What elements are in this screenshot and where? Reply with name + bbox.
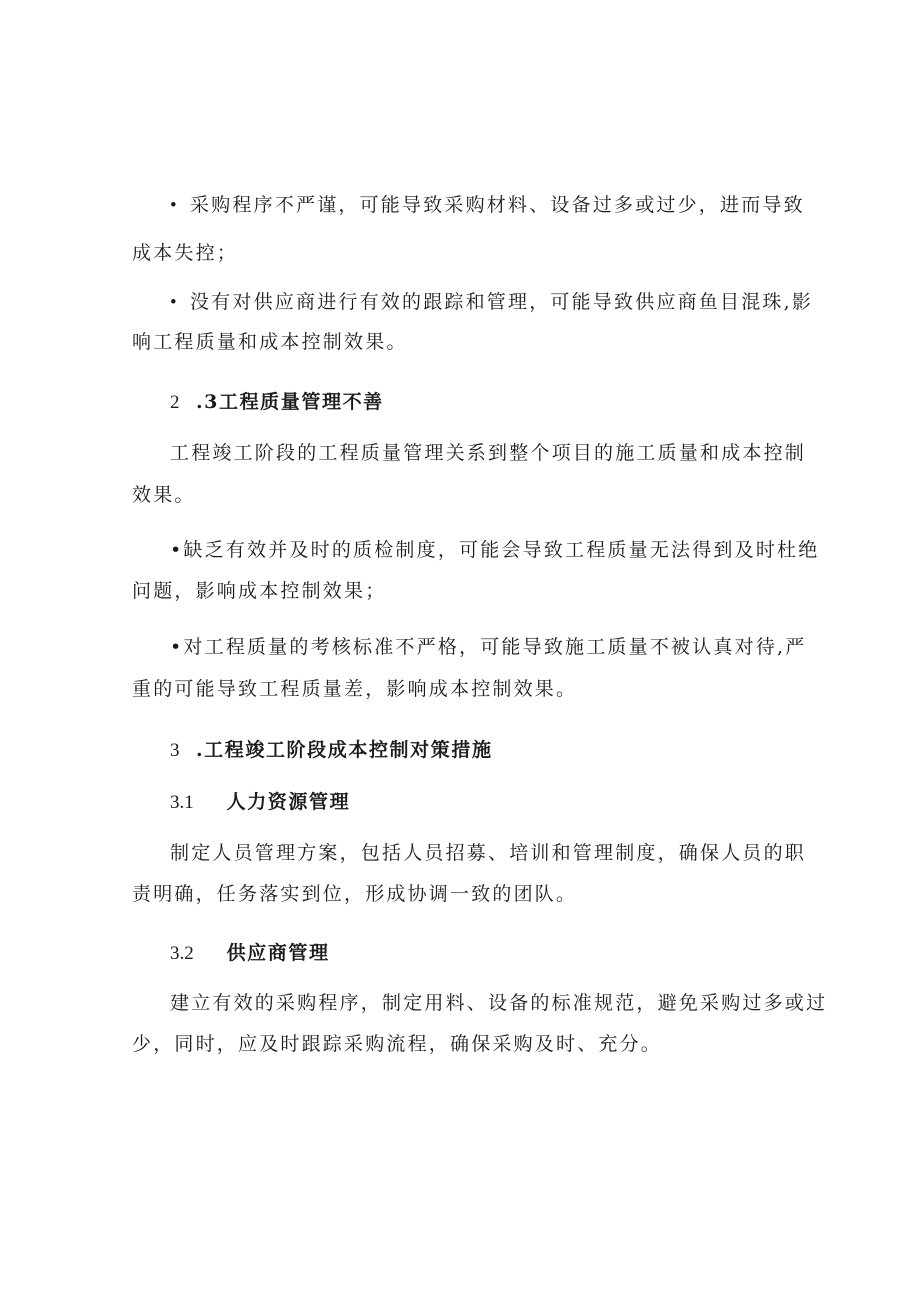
section-title: 人力资源管理 <box>226 791 351 813</box>
list-item-line <box>170 192 805 219</box>
section-heading-2-3 <box>170 389 384 416</box>
list-item-text: 没有对供应商进行有效的跟踪和管理，可能导致供应商鱼目混珠,影 <box>190 291 814 313</box>
section-number: 3 <box>170 740 180 761</box>
bullet-icon: • <box>170 539 184 561</box>
list-item-continuation: 成本失控； <box>132 242 239 264</box>
list-item-text: 缺乏有效并及时的质检制度，可能会导致工程质量无法得到及时杜绝 <box>183 539 820 561</box>
section-title: .3工程质量管理不善 <box>195 391 384 413</box>
section-title: 供应商管理 <box>226 942 330 964</box>
paragraph-line: 工程竣工阶段的工程质量管理关系到整个项目的施工质量和成本控制 <box>170 442 807 464</box>
bullet-icon: • <box>170 292 179 313</box>
list-item-line <box>170 289 813 316</box>
list-item-continuation: 响工程质量和成本控制效果。 <box>132 331 408 353</box>
list-item-line <box>170 537 819 563</box>
list-item-text: 采购程序不严谨，可能导致采购材料、设备过多或过少，进而导致 <box>190 194 805 216</box>
paragraph-line: 制定人员管理方案，包括人员招募、培训和管理制度，确保人员的职 <box>170 842 807 864</box>
paragraph-line: 责明确，任务落实到位，形成协调一致的团队。 <box>132 883 578 905</box>
list-item-continuation: 问题，影响成本控制效果； <box>132 580 387 602</box>
bullet-icon: • <box>170 195 179 216</box>
section-title: .工程竣工阶段成本控制对策措施 <box>195 739 493 761</box>
paragraph-line: 建立有效的采购程序，制定用料、设备的标准规范，避免采购过多或过 <box>170 992 828 1014</box>
section-heading-3 <box>170 737 493 764</box>
list-item-continuation: 重的可能导致工程质量差，影响成本控制效果。 <box>132 678 578 700</box>
section-number: 2 <box>170 392 180 413</box>
section-heading-3-1 <box>170 789 350 816</box>
list-item-line <box>170 634 806 660</box>
bullet-icon: • <box>170 636 184 658</box>
list-item-text: 对工程质量的考核标准不严格，可能导致施工质量不被认真对待,严 <box>183 636 807 658</box>
paragraph-line: 效果。 <box>132 484 196 506</box>
section-number: 3.1 <box>170 792 194 813</box>
paragraph-line: 少，同时，应及时跟踪采购流程，确保采购及时、充分。 <box>132 1033 663 1055</box>
section-heading-3-2 <box>170 940 330 967</box>
section-number: 3.2 <box>170 943 194 964</box>
